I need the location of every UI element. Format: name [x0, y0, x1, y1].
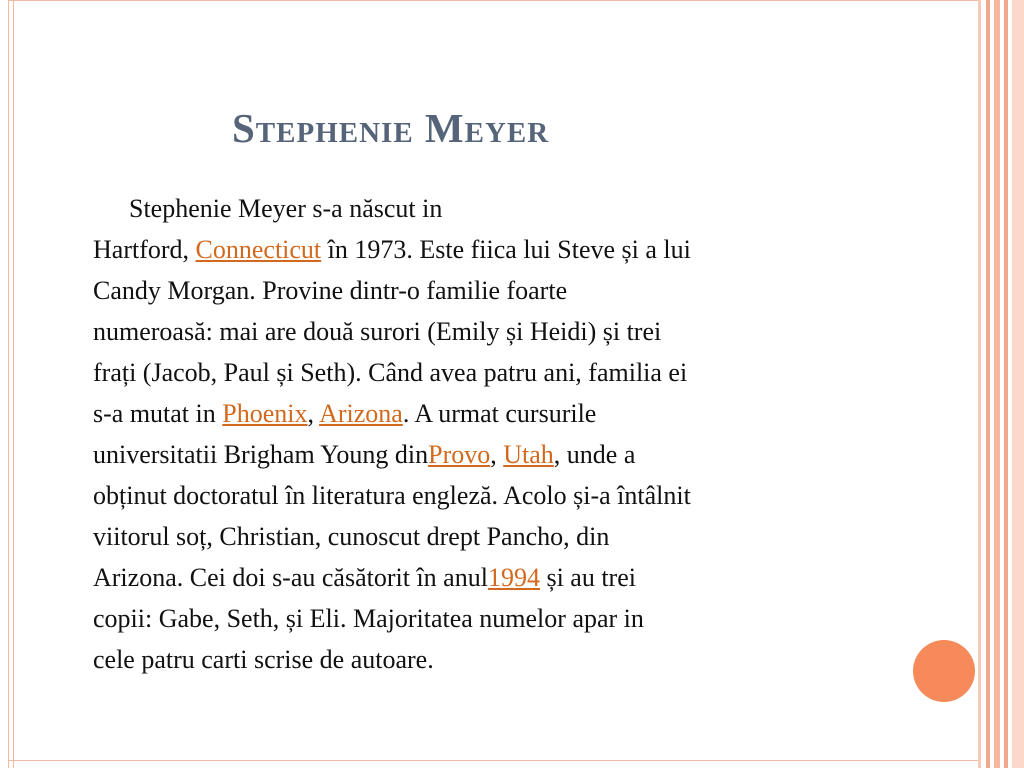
text-run: , — [307, 399, 320, 428]
text-line — [93, 393, 893, 434]
text-line — [93, 598, 893, 639]
text-run: numeroasă: mai are două surori (Emily și Heidi) și trei — [93, 317, 662, 346]
utah-link[interactable]: Utah — [503, 440, 554, 469]
text-run: s-a mutat in — [93, 399, 223, 428]
text-run: Stephenie Meyer s-a născut in — [129, 194, 443, 223]
text-run: Candy Morgan. Provine dintr-o familie foarte — [93, 276, 568, 305]
text-line — [93, 557, 893, 598]
frame-bottom-line — [8, 760, 980, 761]
connecticut-link[interactable]: Connecticut — [195, 235, 322, 264]
frame-top-line — [8, 0, 980, 1]
text-run: și au trei — [539, 563, 636, 592]
text-line — [93, 270, 893, 311]
text-line — [93, 229, 893, 270]
text-line — [93, 311, 893, 352]
text-line — [93, 434, 893, 475]
biography-paragraph — [93, 188, 893, 680]
text-run: frați (Jacob, Paul și Seth). Când avea patru ani, familia ei — [93, 358, 688, 387]
text-run: , unde a — [553, 440, 636, 469]
text-run: obținut doctoratul în literatura engleză. Acolo și-a întâlnit — [93, 481, 691, 510]
right-decorative-stripes — [978, 0, 1024, 768]
text-line — [93, 516, 893, 557]
text-line — [93, 352, 893, 393]
text-run: viitorul soț, Christian, cunoscut drept Pancho, din — [93, 522, 610, 551]
text-line — [93, 475, 893, 516]
provo-link[interactable]: Provo — [428, 440, 491, 469]
text-run: universitatii Brigham Young din — [93, 440, 429, 469]
text-run: copii: Gabe, Seth, și Eli. Majoritatea numelor apar in — [93, 604, 644, 633]
text-line — [93, 639, 893, 680]
text-run: Arizona. Cei doi s-au căsătorit în anul — [93, 563, 488, 592]
frame-left-inner-line — [13, 0, 14, 768]
year-1994-link[interactable]: 1994 — [487, 563, 540, 592]
text-run: . A urmat cursurile — [402, 399, 597, 428]
stripe — [1012, 0, 1024, 768]
text-run: în 1973. Este fiica lui Steve și a lui — [321, 235, 691, 264]
frame-left-outer-line — [8, 0, 9, 768]
phoenix-link[interactable]: Phoenix — [222, 399, 308, 428]
decorative-circle — [913, 640, 975, 702]
text-run: , — [490, 440, 504, 469]
text-line — [93, 188, 893, 229]
text-run: Hartford, — [93, 235, 196, 264]
text-run: cele patru carti scrise de autoare. — [93, 645, 434, 674]
arizona-link[interactable]: Arizona — [319, 399, 403, 428]
slide-title: Stephenie Meyer — [232, 105, 550, 151]
